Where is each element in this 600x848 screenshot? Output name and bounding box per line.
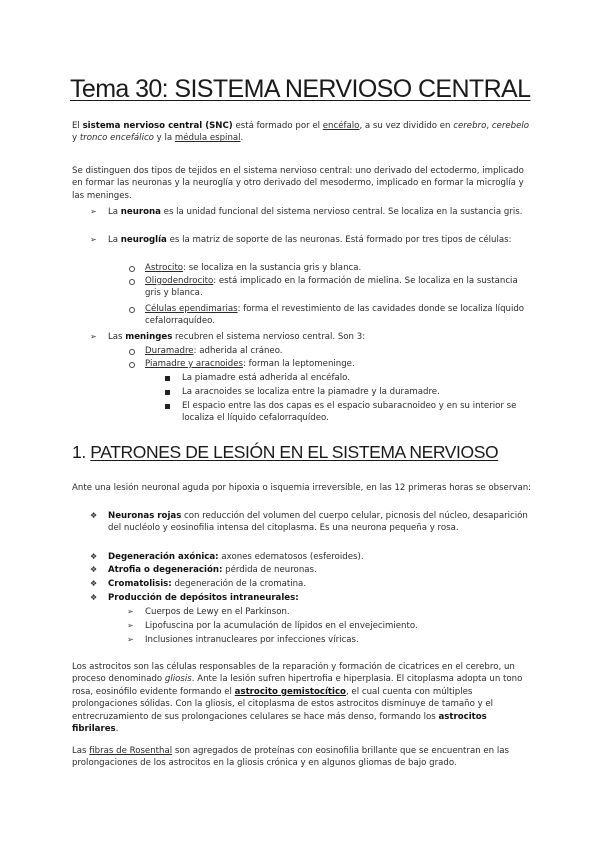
item-prefix: La [108, 207, 121, 217]
arrowhead-bullet-icon: ➢ [127, 635, 134, 644]
item-text: : adherida al cráneo. [193, 346, 283, 356]
term-tronco: tronco encefálico [79, 133, 154, 144]
arrowhead-bullet-icon: ➢ [90, 207, 97, 216]
term-fibras-rosenthal: fibras de Rosenthal [89, 746, 173, 756]
term-encefalo: encéfalo [322, 121, 360, 131]
list-item-lepto-3: El espacio entre las dos capas es el espacio subaracnoideo y en su interior se localiza el líquido cefalorraquídeo. [182, 401, 517, 424]
intro-text: , a su vez dividido en [359, 121, 454, 131]
list-item-depositos [108, 592, 534, 604]
item-text: pérdida de neuronas. [222, 565, 317, 575]
intro-text: y la [153, 133, 175, 144]
four-diamond-bullet-icon: ❖ [90, 565, 98, 574]
list-item-duramadre [145, 345, 534, 357]
hollow-circle-bullet-icon [129, 266, 135, 272]
term-neurona: neurona [120, 207, 161, 217]
list-item-cromatolisis [108, 578, 534, 590]
four-diamond-bullet-icon: ❖ [90, 552, 98, 561]
rosenthal-paragraph [72, 745, 534, 770]
astrocytes-paragraph [72, 661, 534, 735]
list-item-deposit-2: Lipofuscina por la acumulación de lípidos en el envejecimiento. [145, 621, 418, 631]
intro-text: El [72, 121, 83, 131]
term-ependimarias: Células ependimarias [145, 304, 238, 314]
term-cerebelo: cerebelo [491, 121, 530, 131]
filled-square-bullet-icon [165, 390, 170, 395]
term-degeneracion-axonica: Degeneración axónica: [108, 552, 219, 562]
term-cerebro: cerebro [453, 121, 487, 131]
hollow-circle-bullet-icon [129, 349, 135, 355]
term-astrocito: Astrocito [145, 263, 184, 273]
list-item-neuronas-rojas [108, 510, 534, 535]
list-item-meninges [108, 331, 534, 343]
item-text: con reducción del volumen del cuerpo celular, picnosis del núcleo, desaparición del nucléolo y eosinofilia intensa del citoplasma. Es una neurona pequeña y rosa. [108, 511, 528, 534]
item-prefix: La [108, 235, 121, 245]
list-item-piamadre-aracnoides [145, 358, 534, 370]
item-text: es la matriz de soporte de las neuronas. Está formado por tres tipos de células: [166, 235, 512, 245]
item-text: es la unidad funcional del sistema nervioso central. Se localiza en la sustancia gris. [160, 207, 523, 217]
term-depositos: Producción de depósitos intraneurales: [108, 593, 299, 603]
term-atrofia: Atrofia o degeneración: [108, 565, 223, 575]
tissues-paragraph: Se distinguen dos tipos de tejidos en el sistema nervioso central: uno derivado del ectodermo, implicado en formar las neuronas y la neuroglía y otro derivado del mesodermo, implicado en formar la microglía y las meninges. [72, 166, 524, 201]
item-text: : forman la leptomeninge. [243, 359, 355, 369]
item-text: : forma el revestimiento de las cavidades donde se localiza líquido cefalorraquídeo. [145, 304, 525, 327]
item-text: degeneración de la cromatina. [171, 579, 307, 589]
hollow-circle-bullet-icon [129, 307, 135, 313]
para-text: Las [72, 746, 90, 756]
section-number: 1. [72, 442, 86, 462]
para-text: . [115, 724, 119, 735]
item-text: : se localiza en la sustancia gris y blanca. [183, 263, 362, 273]
arrowhead-bullet-icon: ➢ [90, 235, 97, 244]
list-item-lepto-2: La aracnoides se localiza entre la piamadre y la duramadre. [182, 387, 440, 397]
term-gliosis: gliosis [164, 674, 192, 685]
item-text: recubren el sistema nervioso central. Son 3: [172, 332, 366, 342]
para-text: son agregados de proteínas con eosinofilia brillante que se encuentran en las prolongaciones de los astrocitos en la gliosis crónica y en algunos gliomas de bajo grado. [72, 746, 509, 769]
list-item-degeneracion-axonica [108, 551, 534, 563]
term-astrocito-gemistocitico: astrocito gemistocítico [234, 686, 346, 697]
item-text: : está implicado en la formación de mielina. Se localiza en la sustancia gris y blanca. [145, 276, 518, 299]
intro-text: y [72, 133, 80, 144]
list-item-ependimarias [145, 303, 534, 328]
list-item-deposit-3: Inclusiones intranucleares por infecciones víricas. [145, 635, 359, 645]
intro-text: . [240, 133, 244, 144]
term-medula: médula espinal [174, 133, 241, 144]
four-diamond-bullet-icon: ❖ [90, 579, 98, 588]
filled-square-bullet-icon [165, 404, 170, 409]
list-item-deposit-1: Cuerpos de Lewy en el Parkinson. [145, 607, 290, 617]
hollow-circle-bullet-icon [129, 362, 135, 368]
four-diamond-bullet-icon: ❖ [90, 593, 98, 602]
term-cromatolisis: Cromatolisis: [108, 579, 172, 589]
arrowhead-bullet-icon: ➢ [127, 621, 134, 630]
section-heading [72, 441, 498, 463]
list-item-neurona [108, 206, 534, 218]
term-snc: sistema nervioso central (SNC) [82, 121, 233, 131]
para-text: , el cual cuenta con múltiples prolongaciones sólidas. Con la gliosis, el citoplasma de estos astrocitos disminuye de tamaño y el entrecruzamiento de sus prolongaciones celulares se hace más denso, formando los [72, 686, 494, 722]
term-astrocitos-fibrilares: astrocitos fibrilares [72, 711, 487, 735]
filled-square-bullet-icon [165, 376, 170, 381]
term-neuroglia: neuroglía [120, 235, 167, 245]
term-piamadre-aracnoides: Piamadre y aracnoides [145, 359, 244, 369]
term-duramadre: Duramadre [145, 346, 194, 356]
list-item-oligodendrocito [145, 275, 534, 300]
intro-text: , [486, 121, 492, 131]
list-item-astrocito [145, 262, 534, 274]
arrowhead-bullet-icon: ➢ [90, 332, 97, 341]
four-diamond-bullet-icon: ❖ [90, 511, 98, 520]
list-item-lepto-1: La piamadre está adherida al encéfalo. [182, 373, 350, 383]
document-title: Tema 30: SISTEMA NERVIOSO CENTRAL [70, 75, 531, 103]
para-text: . Ante la lesión sufren hipertrofia e hiperplasia. El citoplasma adopta un tono rosa, eosinófilo evidente formando el [72, 674, 523, 697]
item-text: axones edematosos (esferoides). [218, 552, 364, 562]
hollow-circle-bullet-icon [129, 279, 135, 285]
arrowhead-bullet-icon: ➢ [127, 607, 134, 616]
term-neuronas-rojas: Neuronas rojas [108, 511, 182, 521]
term-meninges: meninges [125, 332, 173, 342]
list-item-atrofia [108, 564, 534, 576]
list-item-neuroglia [108, 234, 534, 246]
intro-paragraph [72, 120, 534, 145]
para-text: Los astrocitos son las células responsables de la reparación y formación de cicatrices en el cerebro, un proceso denominado [72, 662, 515, 685]
section-title: PATRONES DE LESIÓN EN EL SISTEMA NERVIOSO [90, 442, 499, 462]
lesion-intro-paragraph: Ante una lesión neuronal aguda por hipoxia o isquemia irreversible, en las 12 primeras horas se observan: [72, 483, 532, 493]
intro-text: está formado por el [232, 121, 323, 131]
item-prefix: Las [108, 332, 126, 342]
term-oligodendrocito: Oligodendrocito [145, 276, 214, 286]
